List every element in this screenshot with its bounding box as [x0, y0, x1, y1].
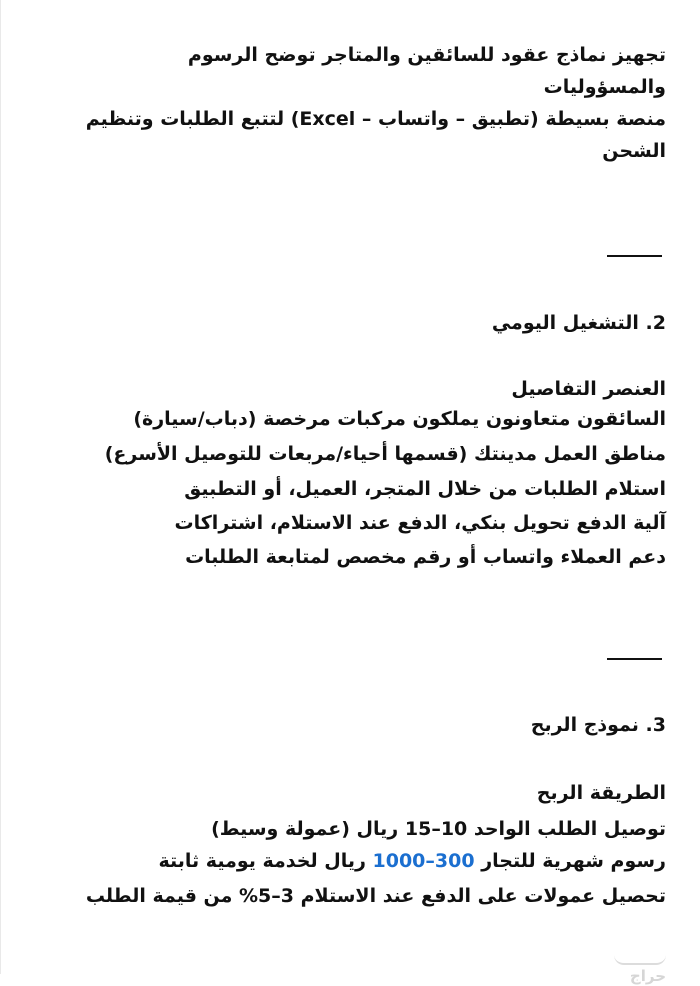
intro-line-2: والمسؤوليات: [543, 76, 666, 98]
section-2-line-6: دعم العملاء واتساب أو رقم مخصص لمتابعة الطلبات: [185, 546, 666, 568]
intro-line-3: منصة بسيطة (تطبيق – واتساب – Excel) لتتبع الطلبات وتنظيم: [85, 108, 666, 130]
subscription-prefix: رسوم شهرية للتجار: [474, 850, 666, 872]
section-2-line-1: العنصر التفاصيل: [511, 378, 666, 400]
section-3-line-1: الطريقة الربح: [536, 782, 666, 804]
section-3-line-3: [26, 846, 666, 876]
section-3-line-2: توصيل الطلب الواحد 10–15 ريال (عمولة وسيط): [211, 818, 666, 840]
watermark: [574, 946, 666, 985]
section-2-line-3: مناطق العمل مدينتك (قسمها أحياء/مربعات للتوصيل الأسرع): [104, 443, 666, 465]
subscription-highlight: 300–1000: [372, 850, 475, 872]
section-3-line-4: تحصيل عمولات على الدفع عند الاستلام 3–5% من قيمة الطلب: [85, 885, 666, 907]
intro-line-1: تجهيز نماذج عقود للسائقين والمتاجر توضح الرسوم: [187, 44, 666, 66]
section-2-line-4: استلام الطلبات من خلال المتجر، العميل، أو التطبيق: [184, 478, 666, 500]
watermark-mark-icon: [614, 949, 666, 965]
section-2-title: 2. التشغيل اليومي: [491, 312, 666, 334]
section-3-title: 3. نموذج الربح: [530, 714, 666, 736]
subscription-suffix: ريال لخدمة يومية ثابتة: [158, 850, 373, 872]
intro-line-4: الشحن: [602, 140, 666, 162]
section-divider-2: [607, 658, 662, 660]
section-divider-1: [607, 255, 662, 257]
watermark-text: حراج: [629, 967, 666, 985]
section-2-line-2: السائقون متعاونون يملكون مركبات مرخصة (دباب/سيارة): [133, 408, 666, 430]
section-2-line-5: آلية الدفع تحويل بنكي، الدفع عند الاستلام، اشتراكات: [174, 512, 666, 534]
